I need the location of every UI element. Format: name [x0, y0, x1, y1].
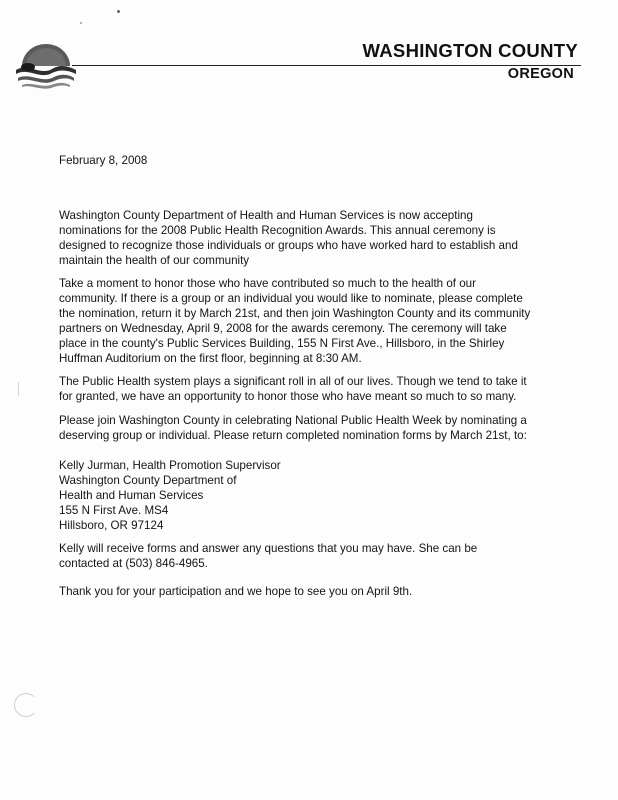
- punch-hole-mark: [14, 693, 38, 717]
- paragraph-nominate: Take a moment to honor those who have contributed so much to the health of our community. If there is a group or an individual you would like to nominate, please complete the nomination, return it by March 21st, and then join Washington County and its community partners on Wednesday, April 9, 2008 for the awards ceremony. The ceremony will take place in the county's Public Services Building, 155 N First Ave., Hillsboro, in the Shirley Huffman Auditorium on the first floor, beginning at 8:30 AM.: [59, 277, 531, 365]
- washington-county-logo-icon: [14, 36, 78, 100]
- paragraph-invitation: Washington County Department of Health and Human Services is now accepting nominations for the 2008 Public Health Recognition Awards. This annual ceremony is designed to recognize those individuals or groups who have worked hard to establish and maintain the health of our community: [59, 209, 518, 267]
- paragraph-public-health-system: The Public Health system plays a significant roll in all of our lives. Though we tend to take it for granted, we have an opportunity to honor those who have meant so much to so many.: [59, 375, 527, 403]
- closing-line: Thank you for your participation and we hope to see you on April 9th.: [59, 585, 413, 598]
- county-name: WASHINGTON COUNTY: [362, 40, 578, 61]
- contact-address-block: Kelly Jurman, Health Promotion Supervisor Washington County Department of Health and Human Services 155 N First Ave. MS4 Hillsboro, OR 97124: [59, 459, 281, 532]
- scan-speck: [80, 22, 82, 24]
- paragraph-health-week: Please join Washington County in celebrating National Public Health Week by nominating a deserving group or individual. Please return completed nomination forms by March 21st, to:: [59, 414, 527, 442]
- scan-speck: [117, 10, 120, 13]
- margin-mark: [18, 382, 25, 396]
- state-name: OREGON: [507, 66, 574, 82]
- letterhead-rule: [72, 65, 581, 66]
- paragraph-contact-info: Kelly will receive forms and answer any questions that you may have. She can be contacted at (503) 846-4965.: [59, 542, 478, 570]
- letter-date: February 8, 2008: [59, 154, 148, 167]
